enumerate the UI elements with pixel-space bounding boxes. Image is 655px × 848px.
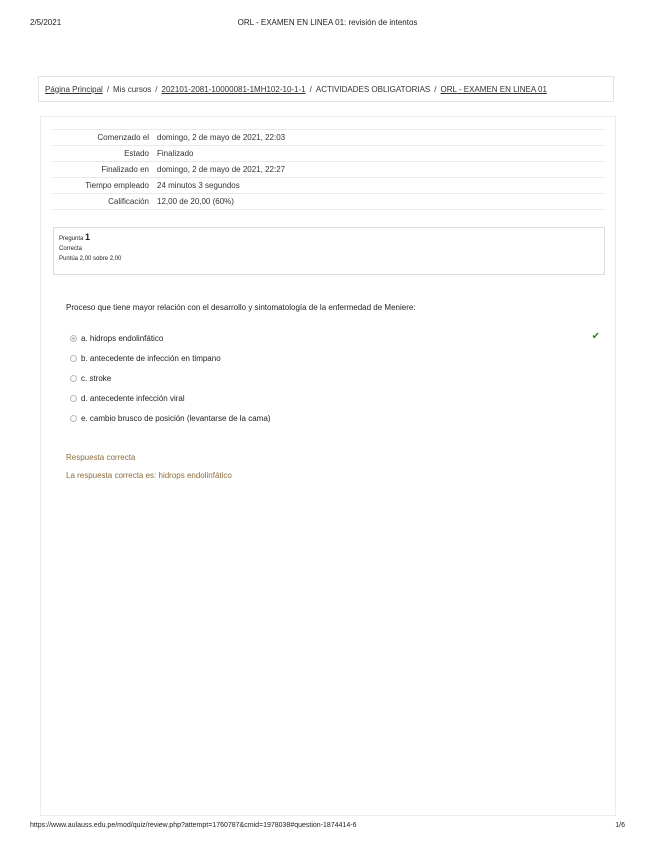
summary-row-started xyxy=(53,130,605,146)
breadcrumb-section: ACTIVIDADES OBLIGATORIAS xyxy=(315,84,431,94)
question-number xyxy=(59,232,599,244)
feedback-status: Respuesta correcta xyxy=(66,453,136,462)
breadcrumb-separator: / xyxy=(309,84,312,94)
question-text: Proceso que tiene mayor relación con el desarrollo y sintomatología de la enfermedad de Meniere: xyxy=(66,303,416,312)
answer-option-a[interactable] xyxy=(70,328,600,348)
summary-label: Tiempo empleado xyxy=(53,178,153,194)
answer-label: a. hidrops endolinfático xyxy=(81,333,164,343)
summary-row-finished xyxy=(53,162,605,178)
quiz-review-card xyxy=(40,116,616,816)
question-points: Puntúa 2,00 sobre 2,00 xyxy=(59,256,122,262)
summary-value: 12,00 de 20,00 (60%) xyxy=(153,194,605,210)
print-page-number: 1/6 xyxy=(615,822,625,829)
answer-label: b. antecedente de infección en timpano xyxy=(81,353,221,363)
print-date: 2/5/2021 xyxy=(30,18,62,27)
answer-list xyxy=(70,328,600,428)
answer-radio[interactable] xyxy=(70,355,77,362)
summary-label: Finalizado en xyxy=(53,162,153,178)
answer-radio[interactable] xyxy=(70,375,77,382)
answer-label: e. cambio brusco de posición (levantarse de la cama) xyxy=(81,413,271,423)
breadcrumb-home-link[interactable]: Página Principal xyxy=(45,84,103,94)
print-header xyxy=(30,18,625,30)
right-answer-feedback: La respuesta correcta es: hidrops endolinfático xyxy=(66,471,232,480)
answer-radio-selected[interactable] xyxy=(70,335,77,342)
breadcrumb-quiz-link[interactable]: ORL - EXAMEN EN LINEA 01 xyxy=(440,84,547,94)
print-url: https://www.aulauss.edu.pe/mod/quiz/review.php?attempt=1760787&cmid=1978038#question-1874414-6 xyxy=(30,822,357,829)
answer-option-c[interactable] xyxy=(70,368,600,388)
print-footer xyxy=(30,822,625,834)
breadcrumb-my-courses: Mis cursos xyxy=(113,84,152,94)
summary-row-grade xyxy=(53,194,605,210)
answer-option-b[interactable] xyxy=(70,348,600,368)
attempt-summary-table xyxy=(53,129,605,210)
breadcrumb-course-link[interactable]: 202101-2081-10000081-1MH102-10-1-1 xyxy=(161,84,306,94)
summary-label: Calificación xyxy=(53,194,153,210)
question-info-box xyxy=(53,227,605,275)
summary-label: Comenzado el xyxy=(53,130,153,146)
answer-option-d[interactable] xyxy=(70,388,600,408)
attempt-summary xyxy=(53,129,605,210)
print-title: ORL - EXAMEN EN LINEA 01: revisión de intentos xyxy=(237,18,418,27)
answer-option-e[interactable] xyxy=(70,408,600,428)
summary-value: 24 minutos 3 segundos xyxy=(153,178,605,194)
breadcrumb-separator: / xyxy=(434,84,437,94)
summary-label: Estado xyxy=(53,146,153,162)
question-number-label: Pregunta xyxy=(59,236,84,242)
answer-radio[interactable] xyxy=(70,415,77,422)
breadcrumb-separator: / xyxy=(106,84,110,94)
breadcrumb xyxy=(38,76,614,102)
answer-radio[interactable] xyxy=(70,395,77,402)
summary-value: domingo, 2 de mayo de 2021, 22:27 xyxy=(153,162,605,178)
question-state: Correcta xyxy=(59,246,83,252)
question-number-value: 1 xyxy=(85,232,91,242)
summary-row-state xyxy=(53,146,605,162)
summary-row-time-taken xyxy=(53,178,605,194)
summary-value: Finalizado xyxy=(153,146,605,162)
answer-label: d. antecedente infección viral xyxy=(81,393,185,403)
check-icon: ✔ xyxy=(591,331,600,342)
answer-label: c. stroke xyxy=(81,373,112,383)
breadcrumb-separator: / xyxy=(155,84,158,94)
summary-value: domingo, 2 de mayo de 2021, 22:03 xyxy=(153,130,605,146)
